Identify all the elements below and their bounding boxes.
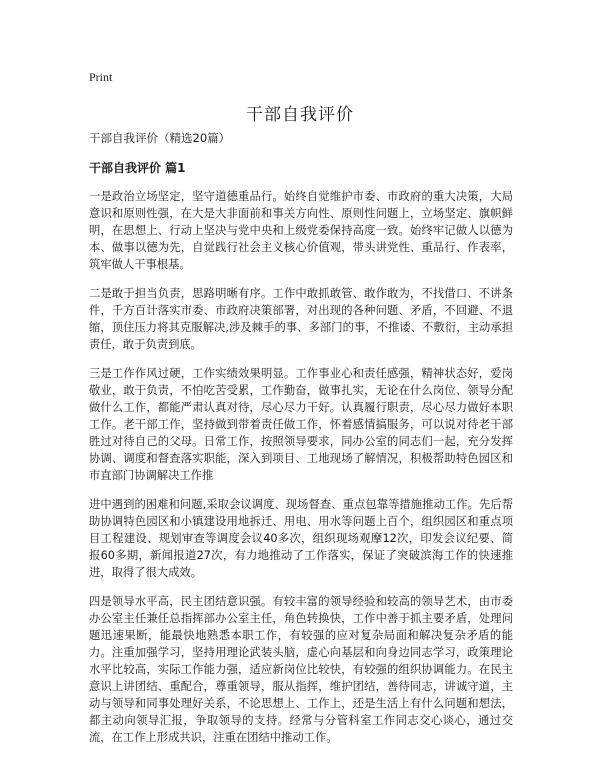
document-subtitle: 干部自我评价（精选20篇）: [89, 131, 231, 145]
paragraph-4: 进中遇到的困难和问题,采取会议调度、现场督查、重点包靠等措施推动工作。先后帮助协调特色园区和小镇建设用地拆迁、用电、用水等问题上百个，组织园区和重点项目工程建设、规划审查等调度会议40多次，组织现场观摩12次，印发会议纪要、简报60多期，新闻报道27次，有力地推动了工作落实，保证了突破滨海工作的快速推进，取得了很大成效。: [89, 498, 513, 579]
paragraph-1: 一是政治立场坚定，坚守道德重品行。始终自觉维护市委、市政府的重大决策，大局意识和原则性强，在大是大非面前和事关方向性、原则性问题上，立场坚定、旗帜鲜明，在思想上、行动上坚决与党中央和上级党委保持高度一致。始终牢记做人以德为本、做事以德为先，自觉践行社会主义核心价值观，带头讲党性、重品行、作表率，筑牢做人干事根基。: [89, 190, 513, 271]
print-link[interactable]: Print: [89, 70, 113, 84]
paragraph-5: 四是领导水平高，民主团结意识强。有较丰富的领导经验和较高的领导艺术，由市委办公室主任兼任总指挥部办公室主任，角色转换快，工作中善于抓主要矛盾，处理问题迅速果断，能最快地熟悉本职工作，有较强的应对复杂局面和解决复杂矛盾的能力。注重加强学习，坚持用理论武装头脑，虚心向基层和向身边同志学习，政策理论水平比较高，实际工作能力强，适应新岗位比较快，有较强的组织协调能力。在民主意识上讲团结、重配合，尊重领导，服从指挥，维护团结，善待同志，讲诚守道，主动与领导和同事处理好关系，不论思想上、工作上，还是生活上有什么问题和想法，都主动向领导汇报，争取领导的支持。经常与分管科室工作同志交心谈心，通过交流，在工作上形成共识，注重在团结中推动工作。: [89, 595, 513, 744]
paragraph-3: 三是工作作风过硬，工作实绩效果明显。工作事业心和责任感强，精神状态好，爱岗敬业，敢于负责，不怕吃苦受累，工作勤奋，做事扎实，无论在什么岗位、领导分配做什么工作，都能严肃认真对待，尽心尽力干好。认真履行职责，尽心尽力做好本职工作。老干部工作，坚持做到带着责任做工作，怀着感情搞服务，可以说对待老干部胜过对待自己的父母。日常工作，按照领导要求，同办公室的同志们一起，充分发挥协调、调度和督查落实职能，深入到项目、工地现场了解情况，积极帮助特色园区和市直部门协调解决工作推: [89, 367, 513, 482]
section-heading: 干部自我评价 篇1: [89, 161, 186, 175]
page-title: 干部自我评价: [246, 105, 354, 125]
paragraph-2: 二是敢于担当负责，思路明晰有序。工作中敢抓敢管、敢作敢为，不找借口、不讲条件，千方百计落实市委、市政府决策部署，对出现的各种问题、矛盾，不回避、不退缩，顶住压力将其克服解决,涉及棘手的事、多部门的事，不推诿、不敷衍，主动承担责任，敢于负责到底。: [89, 287, 513, 351]
document-body: [89, 188, 513, 758]
